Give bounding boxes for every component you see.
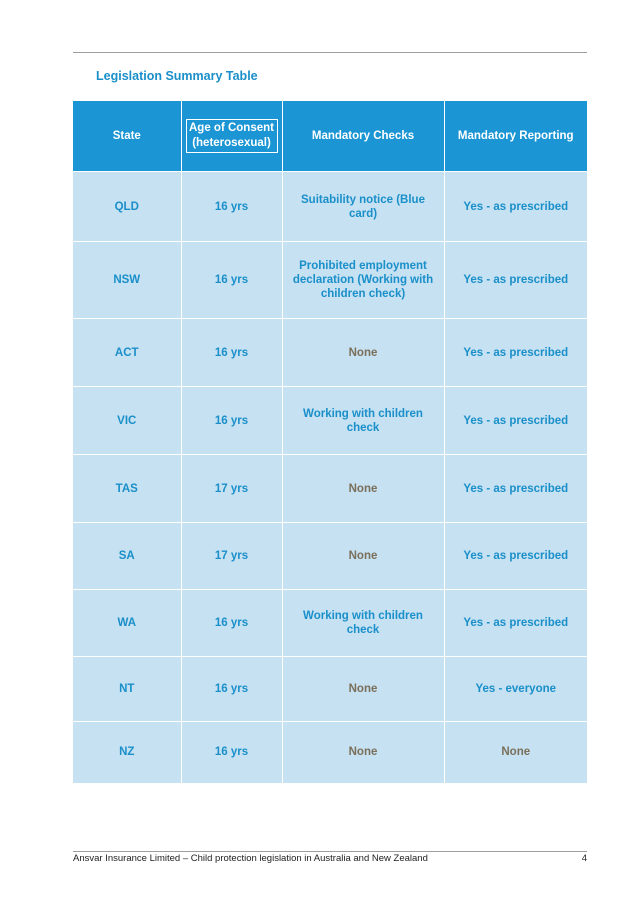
cell-reporting: Yes - as prescribed	[444, 242, 587, 319]
footer-rule	[73, 851, 587, 852]
table-body	[73, 172, 587, 783]
header-mandatory-checks: Mandatory Checks	[282, 101, 444, 172]
table-row	[73, 722, 587, 783]
cell-reporting: Yes - everyone	[444, 657, 587, 722]
cell-checks: None	[282, 319, 444, 387]
cell-checks: Prohibited employment declaration (Working with children check)	[282, 242, 444, 319]
cell-reporting: Yes - as prescribed	[444, 590, 587, 657]
table-row	[73, 319, 587, 387]
table-row	[73, 657, 587, 722]
table-row	[73, 172, 587, 242]
header-row	[73, 101, 587, 172]
cell-age: 16 yrs	[181, 242, 282, 319]
cell-checks: None	[282, 722, 444, 783]
header-age-of-consent	[181, 101, 282, 172]
cell-checks: Working with children check	[282, 590, 444, 657]
cell-age: 16 yrs	[181, 722, 282, 783]
table-row	[73, 590, 587, 657]
cell-reporting: Yes - as prescribed	[444, 172, 587, 242]
cell-age: 16 yrs	[181, 657, 282, 722]
cell-checks: Working with children check	[282, 387, 444, 455]
cell-reporting: None	[444, 722, 587, 783]
cell-state: SA	[73, 523, 181, 590]
header-state: State	[73, 101, 181, 172]
cell-checks: None	[282, 657, 444, 722]
cell-checks: None	[282, 455, 444, 523]
header-mandatory-reporting: Mandatory Reporting	[444, 101, 587, 172]
cell-state: NSW	[73, 242, 181, 319]
cell-state: ACT	[73, 319, 181, 387]
table-row	[73, 242, 587, 319]
page-number: 4	[581, 853, 587, 864]
cell-checks: None	[282, 523, 444, 590]
cell-state: QLD	[73, 172, 181, 242]
legislation-summary-table	[73, 101, 587, 783]
header-age-label: Age of Consent (heterosexual)	[186, 119, 278, 153]
cell-age: 17 yrs	[181, 455, 282, 523]
header-rule	[73, 52, 587, 53]
table-title: Legislation Summary Table	[96, 69, 258, 83]
cell-state: TAS	[73, 455, 181, 523]
cell-age: 16 yrs	[181, 387, 282, 455]
cell-checks: Suitability notice (Blue card)	[282, 172, 444, 242]
cell-reporting: Yes - as prescribed	[444, 455, 587, 523]
cell-age: 17 yrs	[181, 523, 282, 590]
cell-age: 16 yrs	[181, 172, 282, 242]
cell-reporting: Yes - as prescribed	[444, 523, 587, 590]
cell-age: 16 yrs	[181, 319, 282, 387]
cell-state: WA	[73, 590, 181, 657]
cell-reporting: Yes - as prescribed	[444, 319, 587, 387]
cell-state: NT	[73, 657, 181, 722]
cell-state: VIC	[73, 387, 181, 455]
cell-reporting: Yes - as prescribed	[444, 387, 587, 455]
table-row	[73, 455, 587, 523]
footer-text: Ansvar Insurance Limited – Child protection legislation in Australia and New Zealand	[73, 853, 428, 864]
cell-age: 16 yrs	[181, 590, 282, 657]
cell-state: NZ	[73, 722, 181, 783]
table-row	[73, 523, 587, 590]
table-row	[73, 387, 587, 455]
